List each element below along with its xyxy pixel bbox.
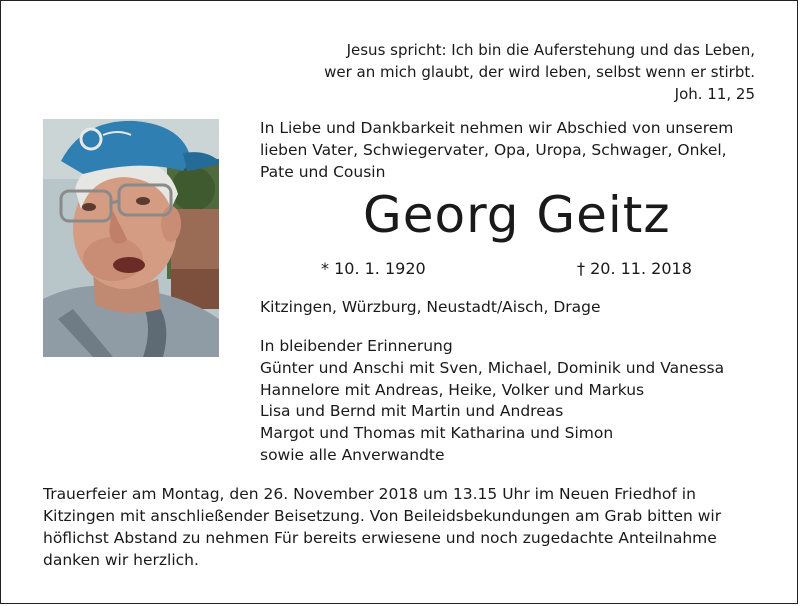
mourner-line: sowie alle Anverwandte <box>260 445 445 464</box>
funeral-line: Trauerfeier am Montag, den 26. November 2018 um 13.15 Uhr im Neuen Friedhof in <box>43 485 696 503</box>
bible-quote <box>324 39 755 105</box>
birth-date: * 10. 1. 1920 <box>321 259 426 278</box>
death-date: † 20. 11. 2018 <box>577 259 692 278</box>
deceased-name: Georg Geitz <box>363 186 671 244</box>
quote-line: wer an mich glaubt, der wird leben, selbst wenn er stirbt. <box>324 63 755 81</box>
mourner-line: Lisa und Bernd mit Martin und Andreas <box>260 402 564 421</box>
intro-line: Pate und Cousin <box>260 163 386 181</box>
farewell-intro <box>260 117 733 183</box>
mourners-list <box>260 336 724 467</box>
funeral-notice <box>43 483 721 571</box>
mourners-heading: In bleibender Erinnerung <box>260 337 453 355</box>
places-list: Kitzingen, Würzburg, Neustadt/Aisch, Drage <box>260 298 601 316</box>
mourner-line: Günter und Anschi mit Sven, Michael, Dominik und Vanessa <box>260 358 725 377</box>
funeral-line: höflichst Abstand zu nehmen Für bereits erwiesene und noch zugedachte Anteilnahme <box>43 529 717 547</box>
funeral-line: Kitzingen mit anschließender Beisetzung. Von Beileidsbekundungen am Grab bitten wir <box>43 507 722 525</box>
intro-line: lieben Vater, Schwiegervater, Opa, Uropa, Schwager, Onkel, <box>260 141 727 159</box>
mourner-line: Hannelore mit Andreas, Heike, Volker und Markus <box>260 380 645 399</box>
portrait-photo <box>43 119 219 357</box>
quote-line: Jesus spricht: Ich bin die Auferstehung und das Leben, <box>346 41 755 59</box>
quote-reference: Joh. 11, 25 <box>674 85 755 103</box>
intro-line: In Liebe und Dankbarkeit nehmen wir Abschied von unserem <box>260 119 734 137</box>
funeral-line: danken wir herzlich. <box>43 551 199 569</box>
mourner-line: Margot und Thomas mit Katharina und Simon <box>260 424 614 443</box>
